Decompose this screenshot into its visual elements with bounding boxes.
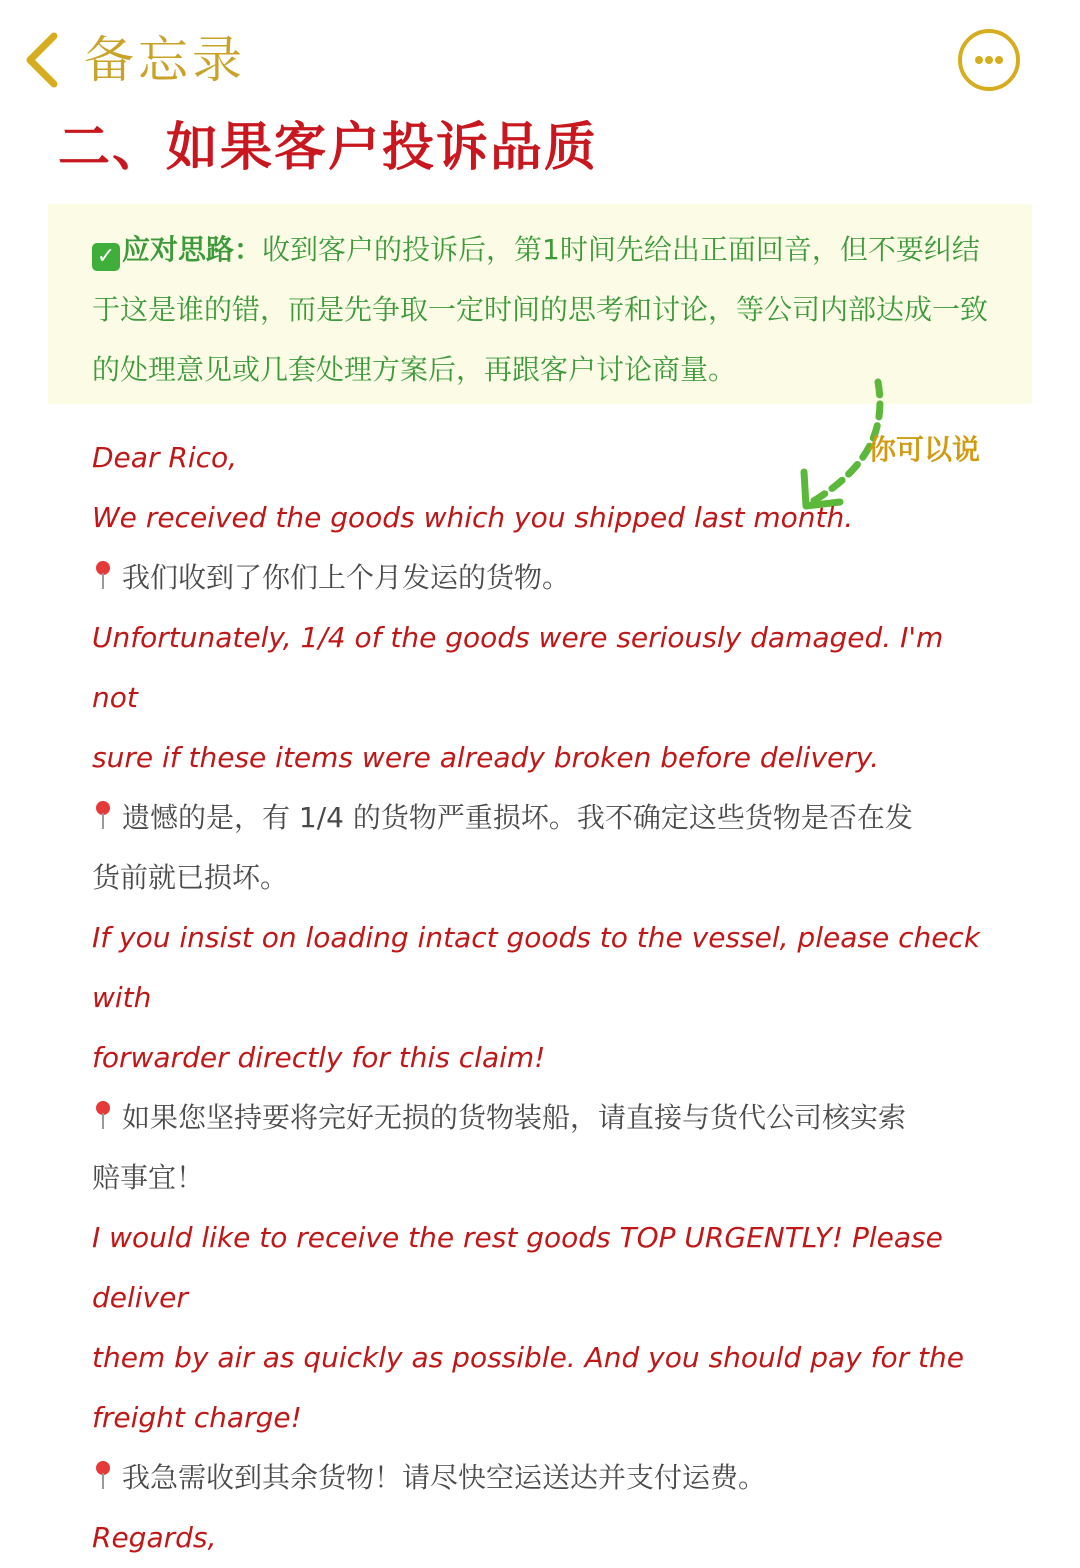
chinese-line <box>92 1088 992 1148</box>
chinese-text: 遗憾的是，有 1/4 的货物严重损坏。我不确定这些货物是否在发 <box>122 801 913 834</box>
chinese-text: 我急需收到其余货物！请尽快空运送达并支付运费。 <box>122 1461 767 1494</box>
check-mark-button-icon: ✓ <box>92 243 120 271</box>
round-pushpin-icon <box>92 799 114 831</box>
chinese-line: 赔事宜！ <box>92 1161 205 1194</box>
round-pushpin-icon <box>92 559 114 591</box>
chinese-line: 货前就已损坏。 <box>92 861 289 894</box>
ellipsis-dot <box>985 56 993 64</box>
annotation-label: 你可以说 <box>868 433 981 466</box>
nav-bar <box>0 0 1080 120</box>
more-options-button[interactable] <box>958 29 1020 91</box>
english-line: them by air as quickly as possible. And you should pay for the <box>92 1341 964 1374</box>
english-line: We received the goods which you shipped last month. <box>92 501 854 534</box>
back-button[interactable] <box>22 30 66 90</box>
chinese-text: 如果您坚持要将完好无损的货物装船，请直接与货代公司核实索 <box>122 1101 907 1134</box>
round-pushpin-icon <box>92 1459 114 1491</box>
chinese-text: 我们收到了你们上个月发运的货物。 <box>122 561 571 594</box>
english-line: freight charge! <box>92 1401 302 1434</box>
letter-closing: Regards, <box>92 1521 217 1554</box>
letter-body <box>92 428 992 1568</box>
english-line: sure if these items were already broken before delivery. <box>92 741 880 774</box>
letter-greeting: Dear Rico, <box>92 441 238 474</box>
chinese-line <box>92 788 992 848</box>
english-line: If you insist on loading intact goods to the vessel, please check with <box>92 921 981 1014</box>
ellipsis-circle-icon <box>975 56 983 64</box>
chevron-left-icon <box>22 30 66 90</box>
english-line: I would like to receive the rest goods TOP URGENTLY! Please deliver <box>92 1221 943 1314</box>
english-line: forwarder directly for this claim! <box>92 1041 546 1074</box>
chinese-line <box>92 1448 992 1508</box>
tip-text: 收到客户的投诉后，第1时间先给出正面回音，但不要纠结于这是谁的错，而是先争取一定时间的思考和讨论，等公司内部达成一致的处理意见或几套处理方案后，再跟客户讨论商量。 <box>92 233 989 386</box>
english-line: Unfortunately, 1/4 of the goods were seriously damaged. I'm not <box>92 621 944 714</box>
section-heading: 二、如果客户投诉品质 <box>58 118 599 178</box>
tip-label: 应对思路： <box>122 233 263 266</box>
chinese-line <box>92 548 992 608</box>
nav-title: 备忘录 <box>84 31 246 89</box>
ellipsis-dot <box>995 56 1003 64</box>
round-pushpin-icon <box>92 1099 114 1131</box>
